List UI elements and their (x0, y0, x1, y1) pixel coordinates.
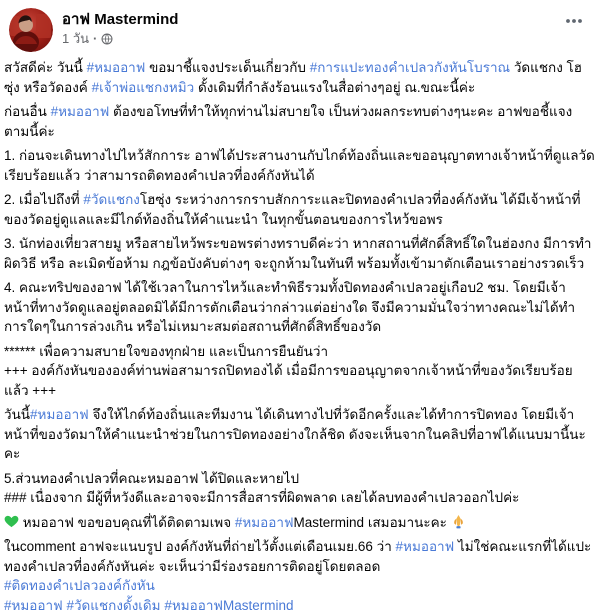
post-text: ต้องขอโทษที่ทำให้ทุกท่านไม่สบายใจ เป็นห่วงผลกระทบต่างๆนะคะ อาฟขอชี้แจงตามนี้ค่ะ (4, 104, 573, 139)
post-text: ในcomment อาฟจะแนบรูป องค์กังหันที่ถ่ายไว้ตั้งแต่เดือนเมย.66 ว่า (4, 539, 396, 554)
hashtag-link[interactable]: #หมออาฟ (30, 407, 89, 422)
hashtag-link[interactable]: #เจ้าพ่อแชกงหมิว (91, 79, 195, 95)
meta-separator: · (93, 31, 98, 46)
hashtag-link[interactable]: #การแปะทองคำเปลวกังหันโบราณ (309, 60, 511, 75)
post-text: ก่อนอื่น (4, 104, 51, 119)
profile-photo (9, 8, 53, 52)
post-paragraph (4, 234, 595, 273)
post-paragraph (4, 537, 595, 615)
post-text: ไม่ใช่คณะแรกที่ได้แปะทองคำเปลวที่องค์กังหันค่ะ จะเห็นว่ามีร่องรอยการติดอยู่โดยตลอด (4, 539, 592, 574)
hashtag-link[interactable]: #หมออาฟ (86, 60, 146, 75)
post-text: ดั้งเดิมที่กำลังร้อนแรงในสื่อต่างๆอยู่ ณ.ขณะนี้ค่ะ (194, 79, 476, 95)
post-paragraph (4, 190, 595, 229)
hashtag-link[interactable]: #หมออาฟ (50, 104, 110, 119)
post-text: จึงให้ไกด์ท้องถิ่นและทีมงาน ได้เดินทางไปที่วัดอีกครั้งและได้ทำการปิดทอง โดยมีเจ้าหน้าที่ของวัดมาให้คำแนะนำช่วยในการปิดทองอย่างใกล้ชิด ดังจะเห็นจากในคลิปที่อาฟได้แนบมานี้นะคะ (4, 407, 586, 461)
post-paragraph (4, 405, 595, 464)
post-paragraph (4, 146, 595, 185)
timestamp[interactable]: 1 วัน (62, 31, 90, 46)
post-text: สวัสดีค่ะ วันนี้ (4, 60, 87, 75)
post-paragraph (4, 513, 595, 533)
globe-icon (101, 33, 113, 45)
hashtag-link[interactable]: #หมออาฟ (4, 597, 63, 613)
post-body (0, 55, 600, 615)
post-paragraph (4, 342, 595, 401)
post-options-button[interactable] (560, 10, 588, 32)
post-text: วันนี้ (4, 407, 31, 422)
post-meta (62, 30, 178, 47)
post-text: หมออาฟ ขอขอบคุณที่ได้ติดตามเพจ (19, 514, 235, 530)
post-text: 5.ส่วนทองคำเปลวที่คณะหมออาฟ ได้ปิดและหายไป (4, 470, 300, 486)
post-text: ### เนื่องจาก มีผู้ที่หวังดีและอาจจะมีการสื่อสารที่ผิดพลาด เลยได้ลบทองคำเปลวออกไปค่ะ (4, 490, 520, 505)
green-heart-icon (4, 514, 19, 529)
page-name[interactable]: อาฟ Mastermind (62, 11, 179, 28)
post-text: 4. คณะทริปของอาฟ ได้ใช้เวลาในการไหว้และทำพิธีรวมทั้งปิดทองคำเปลวอยู่เกือบ2 ชม. โดยมีเจ้าหน้าที่ทางวัดดูแลอยู่ตลอดมิได้มีการตักเตือนว่ากล่าวแต่อย่างใด จึงมีความมั่นใจว่าทางคณะไม่ได้ทำการใดๆในการล่วงเกิน หรือไม่เหมาะสมต่อสถานที่ศักดิ์สิทธิ์ของวัด (4, 280, 576, 334)
post-text: 1. ก่อนจะเดินทางไปไหว้สักการะ อาฟได้ประสานงานกับไกด์ท้องถิ่นและขออนุญาตทางเจ้าหน้าที่ดูแลวัดเรียบร้อยแล้ว ว่าสามารถติดทองคำเปลวที่องค์กังหันได้ (4, 148, 595, 183)
post-paragraph (4, 58, 595, 97)
post-text: ขอมาชี้แจงประเด็นเกี่ยวกับ (145, 60, 310, 75)
ellipsis-icon (565, 18, 583, 24)
hashtag-link[interactable]: #วัดแชกง (83, 192, 140, 207)
hashtag-link[interactable]: #หมออาฟ (234, 514, 294, 530)
post-text: Mastermind เสมอมานะคะ (293, 514, 451, 530)
folded-hands-icon (451, 514, 466, 529)
post-paragraph (4, 278, 595, 337)
profile-avatar[interactable] (9, 8, 53, 52)
post-paragraph (4, 102, 595, 141)
post-text: 3. นักท่องเที่ยวสายมู หรือสายไหว้พระขอพรต่างทราบดีค่ะว่า หากสถานที่ศักดิ์สิทธิ์ใดในฮ่องกง มีการทำผิดวิธี หรือ ละเมิดข้อห้าม กฎข้อบังคับต่างๆ จะถูกห้ามในทันที พร้อมทั้งเข้ามาตักเตือนเราอย่างรวดเร็ว (4, 236, 592, 271)
hashtag-link[interactable]: #ติดทองคำเปลวองค์กังหัน (4, 578, 155, 593)
hashtag-link[interactable]: #หมออาฟ (395, 539, 455, 554)
post-header (0, 0, 600, 55)
post-text: +++ องค์กังหันขององค์ท่านพ่อสามารถปิดทองได้ เมื่อมีการขออนุญาตจากเจ้าหน้าที่ของวัดเรียบร้อยแล้ว +++ (4, 363, 573, 398)
post-paragraph (4, 469, 595, 508)
hashtag-link[interactable]: #หมออาฟMastermind (164, 597, 294, 613)
post-text: ****** เพื่อความสบายใจของทุกฝ่าย และเป็นการยืนยันว่า (4, 343, 329, 359)
hashtag-link[interactable]: #วัดแชกงดั้งเดิม (66, 597, 161, 613)
post-text: 2. เมื่อไปถึงที่ (4, 192, 84, 207)
post-text: โฮซุ่ง ระหว่างการกราบสักการะและปิดทองคำเปลวที่องค์กังหัน ได้มีเจ้าหน้าที่ของวัดอยู่ดูแลและมีไกด์ท้องถิ่นให้คำแนะนำ ในทุกขั้นตอนของการไหว้ขอพร (4, 192, 581, 227)
header-info (62, 8, 178, 47)
post-text: วัดแชกง โฮซุ่ง หรือวัดองค์ (4, 60, 583, 95)
